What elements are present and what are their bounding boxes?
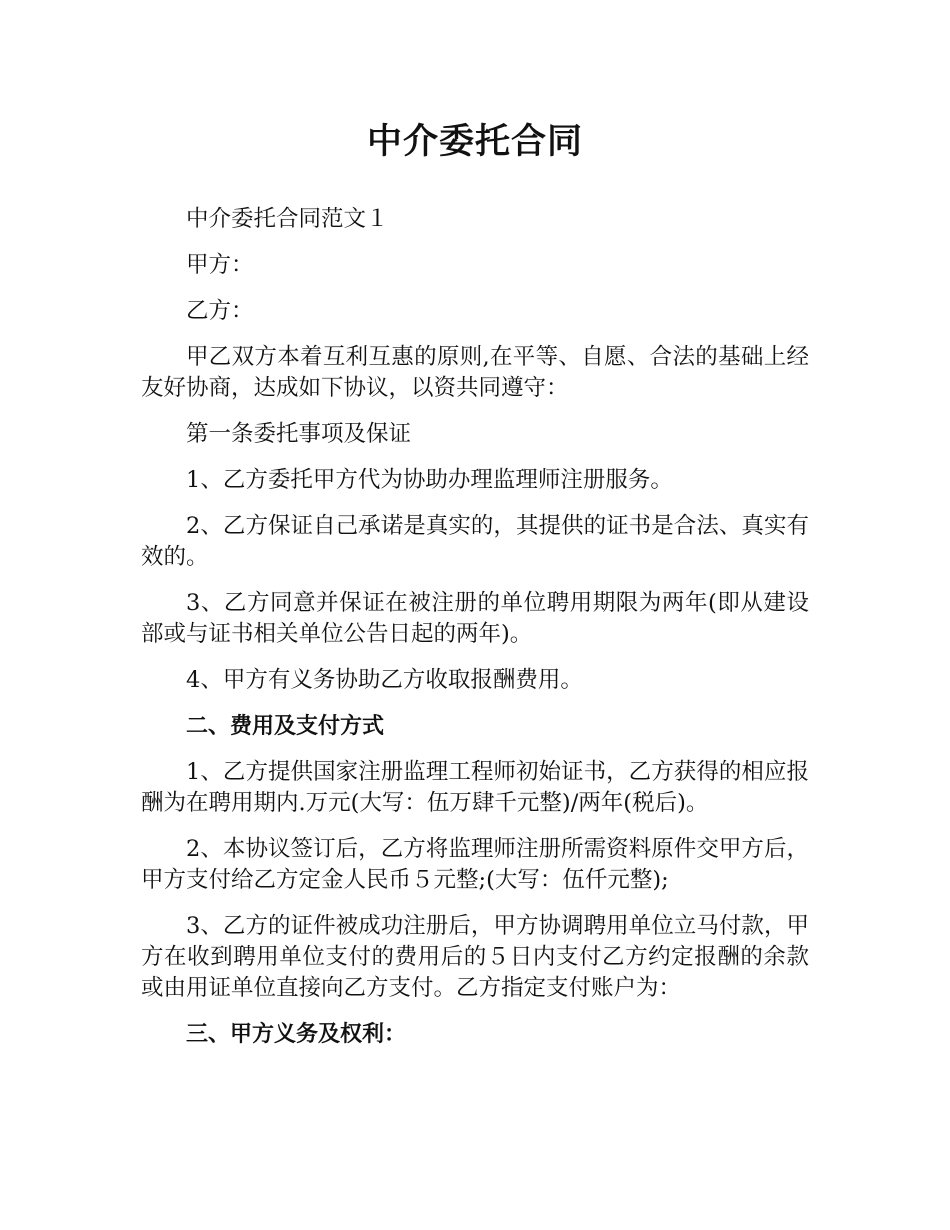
clause-1-1: 1、乙方委托甲方代为协助办理监理师注册服务。 bbox=[186, 467, 673, 493]
section-heading-1: 第一条委托事项及保证 bbox=[186, 421, 412, 447]
clause-1-2: 2、乙方保证自己承诺是真实的，其提供的证书是合法、真实有效的。 bbox=[141, 513, 809, 570]
paragraph-subtitle: 中介委托合同范文１ bbox=[186, 206, 389, 232]
document-body bbox=[141, 204, 809, 1065]
clause-1-3: 3、乙方同意并保证在被注册的单位聘用期限为两年(即从建设部或与证书相关单位公告日起的两年)。 bbox=[141, 590, 809, 647]
clause-2-1: 1、乙方提供国家注册监理工程师初始证书，乙方获得的相应报酬为在聘用期内.万元(大写：伍万肆千元整)/两年(税后)。 bbox=[141, 759, 809, 816]
section-heading-3: 三、甲方义务及权利： bbox=[186, 1022, 407, 1047]
document-title: 中介委托合同 bbox=[366, 122, 583, 162]
clause-2-3: 3、乙方的证件被成功注册后，甲方协调聘用单位立马付款，甲方在收到聘用单位支付的费用后的５日内支付乙方约定报酬的余款或由用证单位直接向乙方支付。乙方指定支付账户为： bbox=[141, 913, 809, 1001]
clause-2-2: 2、本协议签订后，乙方将监理师注册所需资料原件交甲方后，甲方支付给乙方定金人民币５元整;(大写：伍仟元整); bbox=[141, 836, 809, 893]
paragraph-preamble: 甲乙双方本着互利互惠的原则,在平等、自愿、合法的基础上经友好协商，达成如下协议，以资共同遵守： bbox=[141, 344, 809, 401]
section-heading-2: 二、费用及支付方式 bbox=[186, 714, 385, 739]
paragraph-party-a: 甲方： bbox=[186, 252, 254, 278]
clause-1-4: 4、甲方有义务协助乙方收取报酬费用。 bbox=[186, 667, 583, 693]
paragraph-party-b: 乙方： bbox=[186, 298, 254, 324]
